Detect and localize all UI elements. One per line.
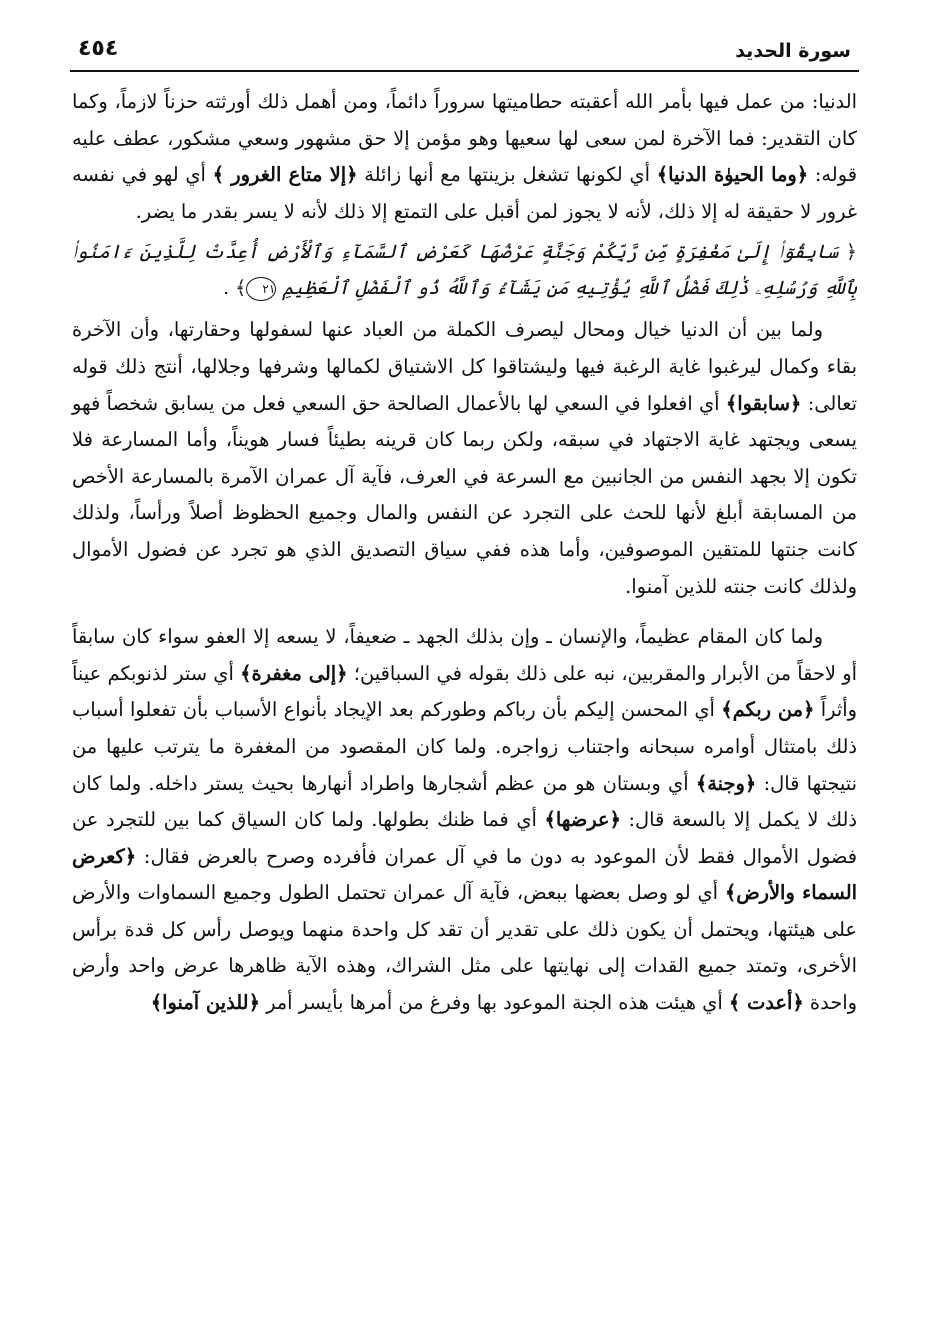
text-run: الدنيا: من عمل فيها بأمر الله أعقبته حطاميتها سروراً دائماً، ومن أهمل ذلك أورثته حزناً لازماً، وكما كان التقدير: فما الآخرة لمن سعى لها سعيها وهو مؤمن إلا حق مشهور وسعي مشكور، عطف عليه قوله:: [72, 90, 857, 187]
text-run: أي ستر لذنوبكم عيناً وأثراً: [72, 661, 857, 722]
page-body: [72, 84, 857, 1022]
surah-title: سورة الحديد: [735, 40, 851, 62]
quran-quote: ﴿وجنة﴾: [695, 771, 757, 795]
text-run: أي هيئت هذه الجنة الموعود بها وفرغ من أمرها بأيسر أمر: [259, 991, 729, 1015]
verse-open-bracket: ﴿: [845, 241, 857, 264]
quran-quote: ﴿إلا متاع الغرور ﴾: [212, 163, 358, 187]
header-rule: [70, 70, 859, 72]
page-header: [70, 36, 859, 66]
verse-text: سَابِقُوٓا۟ إِلَىٰ مَغْفِرَةٍ مِّن رَّبِّكُمْ وَجَنَّةٍ عَرْضُهَا كَعَرْضِ ٱلسَّمَآءِ وَٱلْأَرْضِ أُعِدَّتْ لِلَّذِينَ ءَامَنُوا۟ بِٱللَّهِ وَرُسُلِهِۦ ذَٰلِكَ فَضْلُ ٱللَّهِ يُؤْتِيهِ مَن يَشَآءُ وَٱللَّهُ ذُو ٱلْفَضْلِ ٱلْعَظِيمِ: [72, 241, 857, 300]
text-run: أي لكونها تشغل بزينتها مع أنها زائلة: [357, 163, 657, 187]
quran-quote: ﴿سابقوا﴾: [725, 391, 802, 415]
verse-number: ٢١: [246, 277, 276, 301]
quran-quote: ﴿أعدت ﴾: [728, 991, 804, 1015]
text-run: أي لو وصل بعضها ببعض، فآية آل عمران تحتمل الطول وجميع السماوات والأرض على هيئتها، ويحتمل أن يكون ذلك على تقدير أن تقد كل واحدة منهما ويوصل رأس كل قدة برأس الأخرى، وتمتد جميع القدات إلى نهايتها على مثل الشراك، وهذه الآية ظاهرها عرض واحد وأرض واحدة: [72, 881, 857, 1015]
paragraph-1: [72, 84, 857, 230]
text-run: ولما بين أن الدنيا خيال ومحال ليصرف الكملة من العباد عنها لسفولها وحقارتها، وأن الآخرة بقاء وكمال ليرغبوا غاية الرغبة فيها وليشتاقوا كل الاشتياق لكمالها وشرفها وجلالها، أنتج ذلك قوله تعالى:: [72, 318, 857, 415]
quran-quote: ﴿كعرض السماء والأرض﴾: [72, 844, 858, 905]
quran-quote: ﴿وما الحيوٰة الدنيا﴾: [656, 163, 809, 187]
text-run: أي فما ظنك بطولها. ولما كان السياق كما بين للتجرد عن فضول الأموال فقط لأن الموعود به دون ما في آل عمران فأفرده وصرح بالعرض فقال:: [72, 808, 857, 868]
text-run: أي وبستان هو من عظم أشجارها واطراد أنهارها بحيث يستر داخله. ولما كان ذلك لا يكمل إلا بالسعة قال:: [72, 771, 857, 832]
text-run: ولما كان المقام عظيماً، والإنسان ـ وإن بذلك الجهد ـ ضعيفاً، لا يسعه إلا العفو سواء كان سابقاً أو لاحقاً من الأبرار والمقربين، نبه على ذلك بقوله في السباقين؛: [72, 625, 857, 685]
verse-close-bracket: ﴾ .: [223, 277, 247, 300]
quran-verse: [72, 234, 857, 306]
quran-quote: ﴿من ربكم﴾: [721, 698, 815, 722]
paragraph-gap: [72, 605, 857, 619]
quran-quote: ﴿للذين آمنوا﴾: [150, 991, 260, 1015]
paragraph-3: [72, 619, 857, 1022]
paragraph-2: [72, 312, 857, 605]
quran-quote: ﴿إلى مغفرة﴾: [240, 661, 348, 685]
quran-quote: ﴿عرضها﴾: [544, 808, 621, 832]
page-number: ٤٥٤: [78, 36, 119, 61]
text-run: أي المحسن إليكم بأن رباكم وطوركم بعد الإيجاد بأنواع الأسباب بأن تفعلوا أسباب ذلك بامتثال أوامره سبحانه واجتناب زواجره. ولما كان المقصود من المغفرة ما يترتب عليها من نتيجتها قال:: [72, 698, 857, 795]
text-run: أي لهو في نفسه غرور لا حقيقة له إلا ذلك، لأنه لا يجوز لمن أقبل على التمتع إلا ذلك لأنه لا يسر بقدر ما يضر.: [72, 163, 857, 223]
text-run: أي افعلوا في السعي لها بالأعمال الصالحة حق السعي فعل من يسابق شخصاً فهو يسعى ويجتهد غاية الاجتهاد في سبقه، ولكن ربما كان قرينه بطيئاً فسار هويناً، وأما المسارعة فلا تكون إلا بجهد النفس من الجانبين مع السرعة في العرف، فآية آل عمران الآمرة بالمسارعة الأخص من المسابقة أبلغ لأنها للحث على التجرد عن النفس والمال وجميع الحظوظ أصلاً ورأساً، ولذلك كانت جنتها للمتقين الموصوفين، وأما هذه ففي سياق التصديق الذي هو تجرد عن فضول الأموال ولذلك كانت جنته للذين آمنوا.: [72, 391, 857, 598]
